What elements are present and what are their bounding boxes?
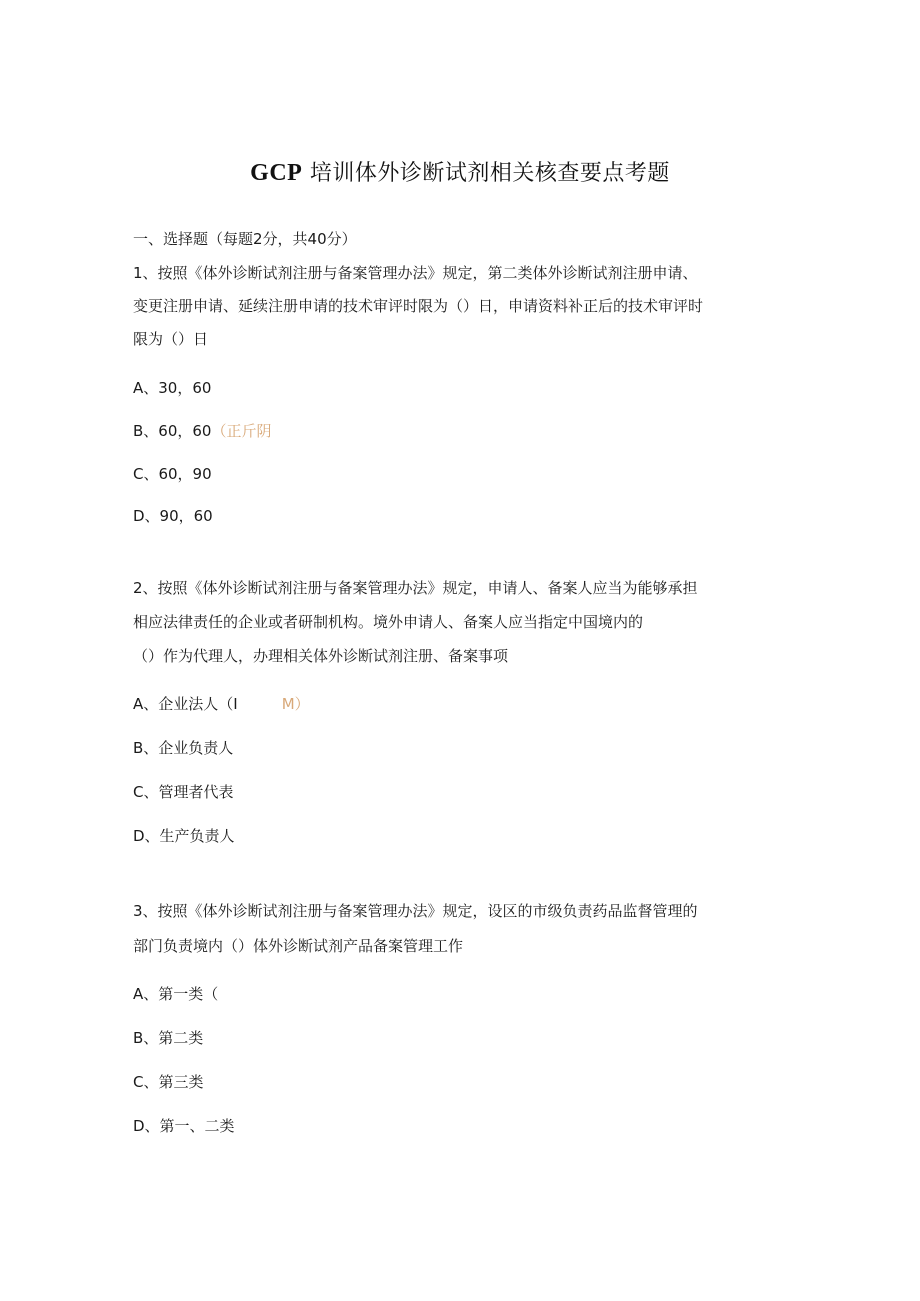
question-1-option-b — [133, 421, 271, 441]
question-3-option-b — [133, 1028, 203, 1048]
question-3-option-c — [133, 1072, 203, 1092]
option-label: D、90，60 — [133, 507, 213, 525]
answer-annotation: M） — [281, 695, 310, 713]
question-2-line-3: （）作为代理人，办理相关体外诊断试剂注册、备案事项 — [133, 647, 509, 665]
question-3-option-d — [133, 1116, 235, 1136]
question-2-line-2: 相应法律责任的企业或者研制机构。境外申请人、备案人应当指定中国境内的 — [133, 613, 644, 631]
option-label: B、企业负责人 — [133, 739, 234, 757]
question-1-option-c — [133, 464, 212, 484]
answer-annotation: （正斤阴 — [211, 422, 272, 440]
option-label: B、60，60 — [133, 422, 212, 440]
page-title — [0, 156, 920, 187]
option-label: C、60，90 — [133, 465, 212, 483]
question-3-line-2: 部门负责境内（）体外诊断试剂产品备案管理工作 — [133, 937, 464, 955]
question-2-option-d — [133, 826, 235, 846]
question-1-line-2: 变更注册申请、延续注册申请的技术审评时限为（）日，申请资料补正后的技术审评时 — [133, 297, 704, 315]
option-label: A、30，60 — [133, 379, 212, 397]
option-label: B、第二类 — [133, 1029, 204, 1047]
question-3-option-a — [133, 984, 218, 1004]
question-1-option-d — [133, 506, 213, 526]
option-label: D、第一、二类 — [133, 1117, 235, 1135]
title-prefix: GCP — [250, 160, 303, 186]
question-2-option-c — [133, 782, 233, 802]
question-2-option-b — [133, 738, 233, 758]
question-2-option-a — [133, 694, 310, 714]
section-heading: 一、选择题（每题2分，共40分） — [133, 230, 357, 248]
option-label: A、企业法人（I — [133, 695, 238, 713]
question-1-line-3: 限为（）日 — [133, 330, 209, 348]
question-3-line-1: 3、按照《体外诊断试剂注册与备案管理办法》规定，设区的市级负责药品监督管理的 — [133, 902, 698, 920]
question-2-line-1: 2、按照《体外诊断试剂注册与备案管理办法》规定，申请人、备案人应当为能够承担 — [133, 579, 698, 597]
option-label: C、管理者代表 — [133, 783, 234, 801]
option-label: C、第三类 — [133, 1073, 204, 1091]
question-1-option-a — [133, 378, 211, 398]
title-text: 培训体外诊断试剂相关核查要点考题 — [309, 161, 670, 186]
option-label: D、生产负责人 — [133, 827, 235, 845]
question-1-line-1: 1、按照《体外诊断试剂注册与备案管理办法》规定，第二类体外诊断试剂注册申请、 — [133, 264, 698, 282]
option-label: A、第一类（ — [133, 985, 219, 1003]
